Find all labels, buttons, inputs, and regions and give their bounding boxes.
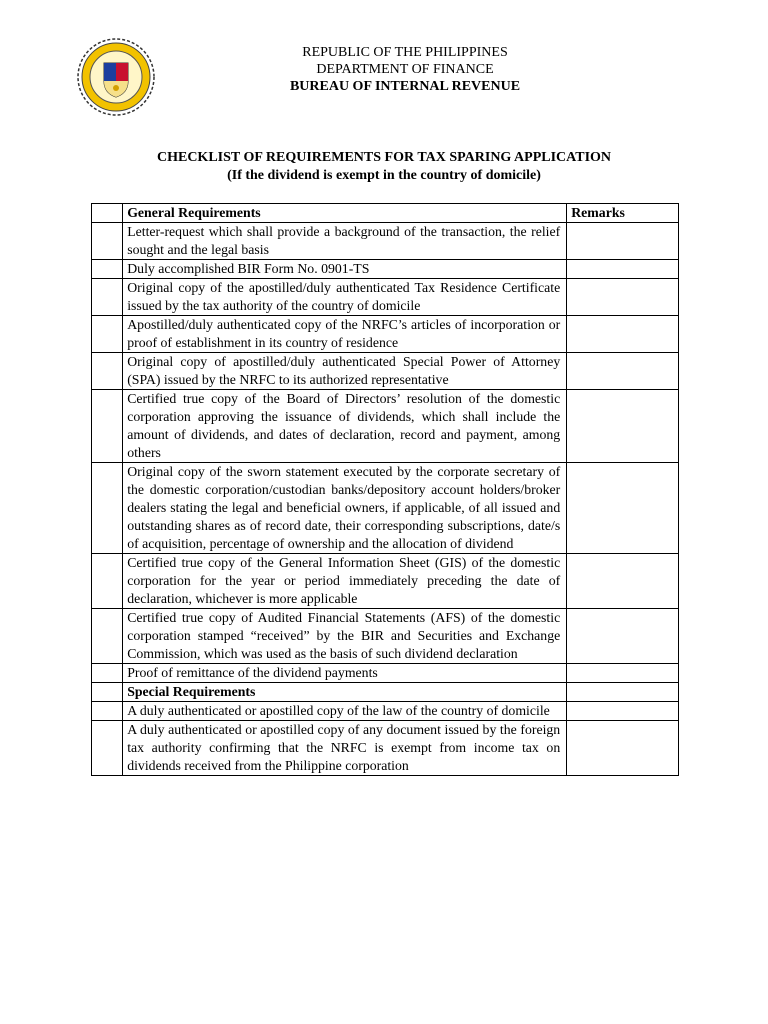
remarks-cell[interactable] [567, 223, 679, 260]
remarks-cell[interactable] [567, 390, 679, 463]
special-header-row [92, 683, 679, 702]
check-cell[interactable] [92, 204, 123, 223]
table-row [92, 702, 679, 721]
table-row [92, 223, 679, 260]
remarks-cell[interactable] [567, 260, 679, 279]
table-row [92, 390, 679, 463]
remarks-cell[interactable] [567, 664, 679, 683]
remarks-heading: Remarks [567, 204, 679, 223]
table-row [92, 260, 679, 279]
check-cell[interactable] [92, 316, 123, 353]
check-cell[interactable] [92, 664, 123, 683]
remarks-cell[interactable] [567, 702, 679, 721]
check-cell[interactable] [92, 721, 123, 776]
check-cell[interactable] [92, 279, 123, 316]
check-cell[interactable] [92, 223, 123, 260]
check-cell[interactable] [92, 260, 123, 279]
requirement-text: A duly authenticated or apostilled copy of any document issued by the foreign tax authority confirming that the NRFC is exempt from income tax on dividends received from the Philippine corporation [123, 721, 567, 776]
check-cell[interactable] [92, 463, 123, 554]
remarks-cell[interactable] [567, 279, 679, 316]
table-row [92, 609, 679, 664]
requirement-text: Original copy of the apostilled/duly authenticated Tax Residence Certificate issued by the tax authority of the country of domicile [123, 279, 567, 316]
requirement-text: Proof of remittance of the dividend payments [123, 664, 567, 683]
requirement-text: Original copy of the sworn statement executed by the corporate secretary of the domestic corporation/custodian banks/depository account holders/broker dealers stating the legal and beneficial owners, if applicable, of all issued and outstanding shares as of record date, their corresponding subscriptions, date/s of acquisition, percentage of ownership and the allocation of dividend [123, 463, 567, 554]
table-row [92, 353, 679, 390]
letterhead-bureau: BUREAU OF INTERNAL REVENUE [289, 79, 521, 94]
requirement-text: Duly accomplished BIR Form No. 0901-TS [123, 260, 567, 279]
requirement-text: Original copy of apostilled/duly authenticated Special Power of Attorney (SPA) issued by the NRFC to its authorized representative [123, 353, 567, 390]
requirements-table [91, 203, 679, 776]
general-header-row [92, 204, 679, 223]
check-cell[interactable] [92, 609, 123, 664]
requirement-text: A duly authenticated or apostilled copy of the law of the country of domicile [123, 702, 567, 721]
check-cell[interactable] [92, 390, 123, 463]
title-line-1: CHECKLIST OF REQUIREMENTS FOR TAX SPARING APPLICATION [156, 150, 612, 165]
table-row [92, 316, 679, 353]
check-cell[interactable] [92, 702, 123, 721]
requirement-text: Letter-request which shall provide a background of the transaction, the relief sought and the legal basis [123, 223, 567, 260]
remarks-cell[interactable] [567, 316, 679, 353]
table-row [92, 279, 679, 316]
special-requirements-heading: Special Requirements [123, 683, 567, 702]
remarks-cell[interactable] [567, 353, 679, 390]
requirement-text: Apostilled/duly authenticated copy of the NRFC’s articles of incorporation or proof of establishment in its country of residence [123, 316, 567, 353]
document-title [0, 149, 768, 185]
table-row [92, 554, 679, 609]
table-row [92, 664, 679, 683]
table-row [92, 463, 679, 554]
title-line-2: (If the dividend is exempt in the country of domicile) [227, 168, 541, 183]
remarks-cell[interactable] [567, 554, 679, 609]
check-cell[interactable] [92, 683, 123, 702]
requirement-text: Certified true copy of Audited Financial Statements (AFS) of the domestic corporation stamped “received” by the BIR and Securities and Exchange Commission, which was used as the basis of such dividend declaration [123, 609, 567, 664]
requirement-text: Certified true copy of the Board of Directors’ resolution of the domestic corporation approving the issuance of dividends, which shall include the amount of dividends, and dates of declaration, record and payment, among others [123, 390, 567, 463]
general-requirements-heading: General Requirements [123, 204, 567, 223]
letterhead-department: DEPARTMENT OF FINANCE [316, 62, 494, 77]
check-cell[interactable] [92, 353, 123, 390]
remarks-cell[interactable] [567, 609, 679, 664]
check-cell[interactable] [92, 554, 123, 609]
remarks-cell[interactable] [567, 721, 679, 776]
requirement-text: Certified true copy of the General Information Sheet (GIS) of the domestic corporation for the year or period immediately preceding the date of declaration, whichever is more applicable [123, 554, 567, 609]
remarks-cell[interactable] [567, 463, 679, 554]
table-row [92, 721, 679, 776]
letterhead-country: REPUBLIC OF THE PHILIPPINES [302, 45, 508, 60]
remarks-cell[interactable] [567, 683, 679, 702]
letterhead [0, 44, 768, 95]
